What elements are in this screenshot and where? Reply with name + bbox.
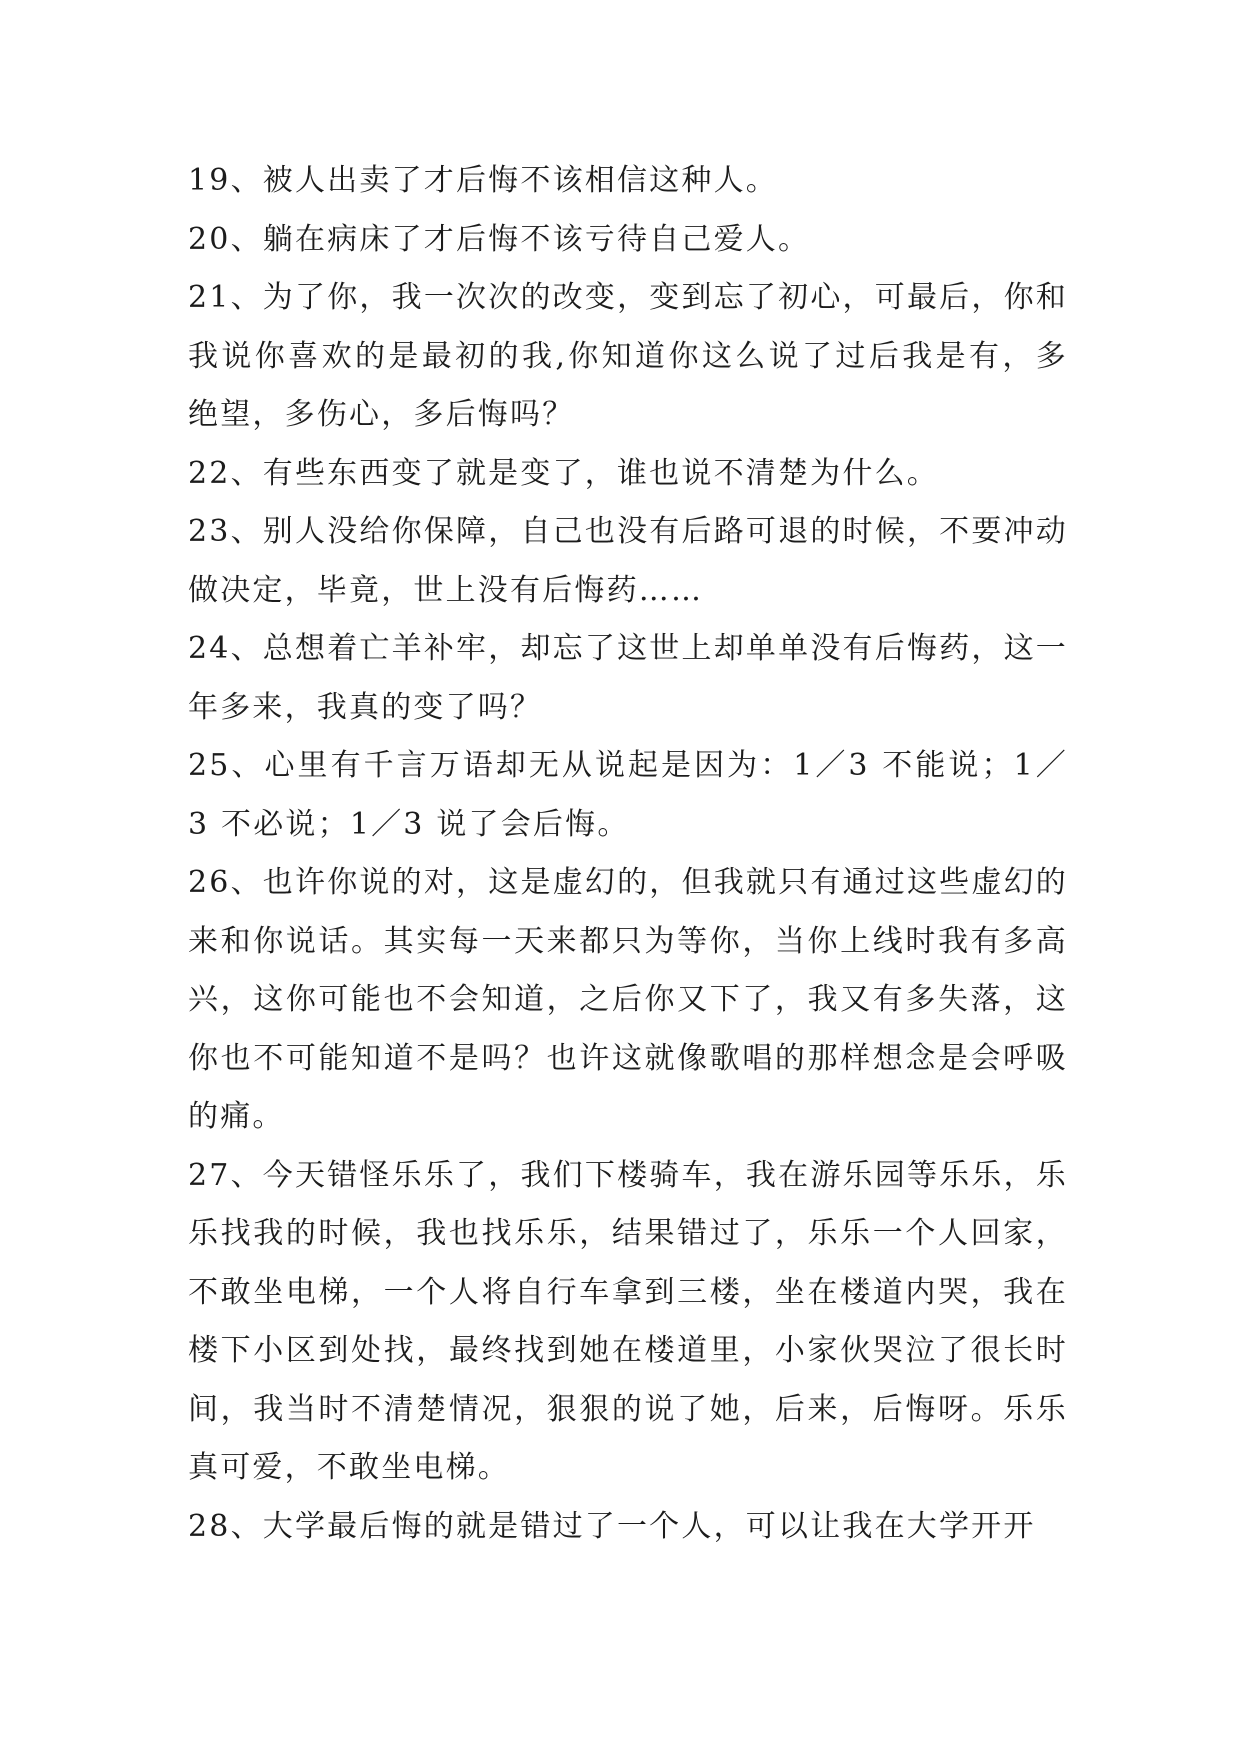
paragraph-25: 25、心里有千言万语却无从说起是因为：1／3 不能说；1／3 不必说；1／3 说了会后悔。 bbox=[188, 748, 1068, 842]
paragraph-28: 28、大学最后悔的就是错过了一个人，可以让我在大学开开 bbox=[188, 1508, 1036, 1544]
paragraph-19: 19、被人出卖了才后悔不该相信这种人。 bbox=[188, 163, 778, 198]
paragraph-20: 20、躺在病床了才后悔不该亏待自己爱人。 bbox=[188, 221, 811, 257]
paragraph-21: 21、为了你，我一次次的改变，变到忘了初心，可最后，你和我说你喜欢的是最初的我,你知道你这么说了过后我是有，多绝望，多伤心，多后悔吗？ bbox=[188, 280, 1068, 432]
paragraph-27: 27、今天错怪乐乐了，我们下楼骑车，我在游乐园等乐乐，乐乐找我的时候，我也找乐乐，结果错过了，乐乐一个人回家，不敢坐电梯，一个人将自行车拿到三楼，坐在楼道内哭，我在楼下小区到处找，最终找到她在楼道里，小家伙哭泣了很长时间，我当时不清楚情况，狠狠的说了她，后来，后悔呀。乐乐真可爱，不敢坐电梯。 bbox=[188, 1157, 1068, 1485]
paragraph-23: 23、别人没给你保障，自己也没有后路可退的时候，不要冲动做决定，毕竟，世上没有后悔药…… bbox=[188, 514, 1068, 608]
paragraph-22: 22、有些东西变了就是变了，谁也说不清楚为什么。 bbox=[188, 455, 939, 491]
paragraph-26: 26、也许你说的对，这是虚幻的，但我就只有通过这些虚幻的来和你说话。其实每一天来都只为等你，当你上线时我有多高兴，这你可能也不会知道，之后你又下了，我又有多失落，这你也不可能知道不是吗？也许这就像歌唱的那样想念是会呼吸的痛。 bbox=[188, 865, 1068, 1134]
paragraph-24: 24、总想着亡羊补牢，却忘了这世上却单单没有后悔药，这一年多来，我真的变了吗？ bbox=[188, 631, 1068, 725]
document-body bbox=[188, 152, 1068, 1556]
